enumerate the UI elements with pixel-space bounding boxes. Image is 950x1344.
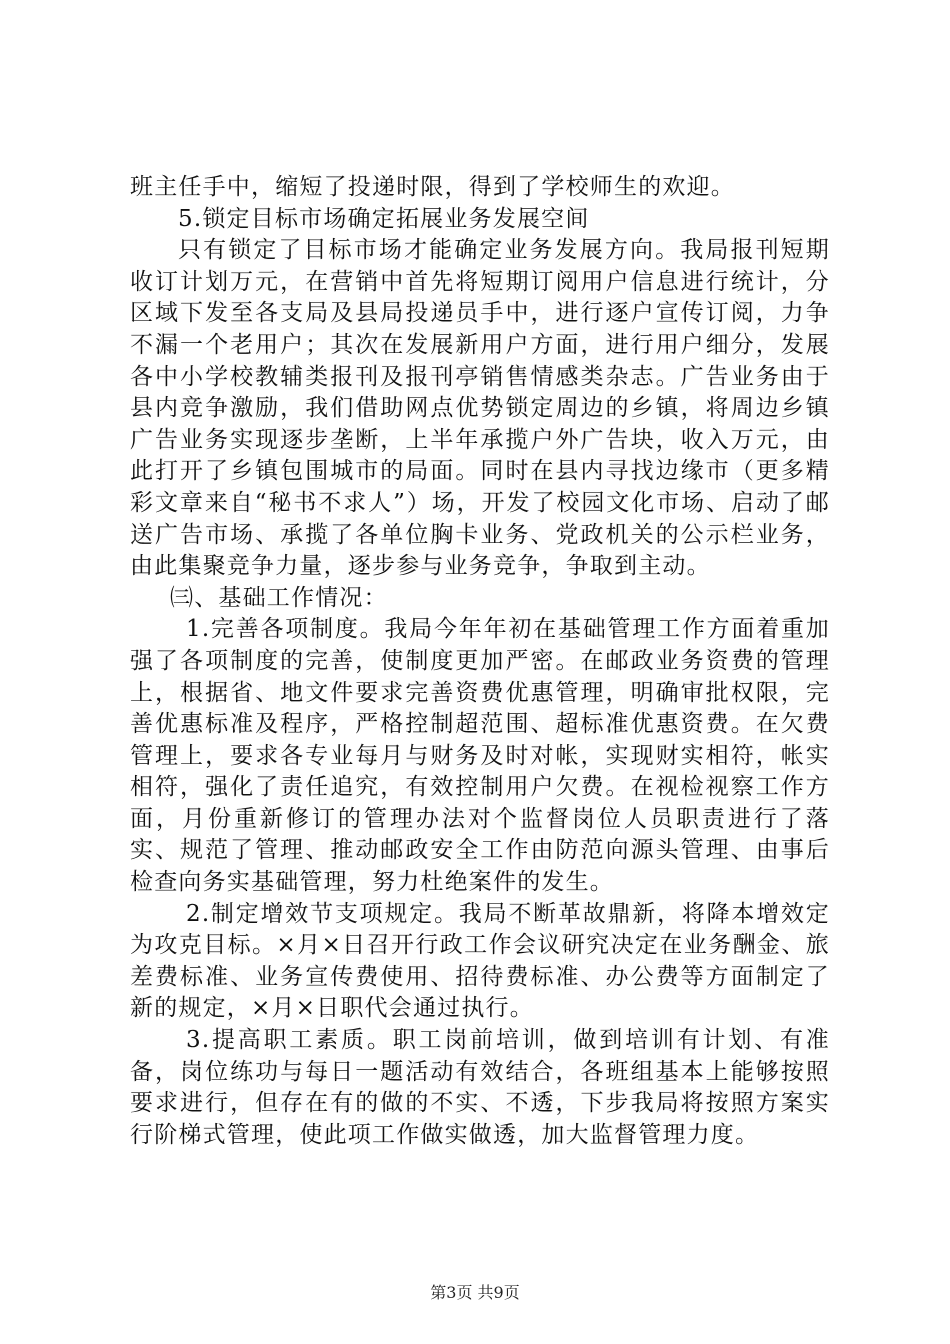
paragraph-cost-saving: 2.制定增效节支项规定。我局不断革故鼎新，将降本增效定为攻克目标。×月×日召开行政工作会议研究决定在业务酬金、旅差费标准、业务宣传费使用、招待费标准、办公费等方面制定了新的规定，×月×日职代会通过执行。 [130,900,830,1022]
heading-basic-work: ㈢、基础工作情况： [170,584,388,611]
paragraph-target-market: 只有锁定了目标市场才能确定业务发展方向。我局报刊短期收订计划万元，在营销中首先将短期订阅用户信息进行统计，分区域下发至各支局及县局投递员手中，进行逐户宣传订阅，力争不漏一个老用户；其次在发展新用户方面，进行用户细分，发展各中小学校教辅类报刊及报刊亭销售情感类杂志。广告业务由于县内竞争激励，我们借助网点优势锁定周边的乡镇，将周边乡镇广告业务实现逐步垄断，上半年承揽户外广告块，收入万元，由此打开了乡镇包围城市的局面。同时在县内寻找边缘市（更多精彩文章来自“秘书不求人”）场，开发了校园文化市场、启动了邮送广告市场、承揽了各单位胸卡业务、党政机关的公示栏业务，由此集聚竞争力量，逐步参与业务竞争，争取到主动。 [130,237,830,580]
paragraph-rules: 1.完善各项制度。我局今年年初在基础管理工作方面着重加强了各项制度的完善，使制度更加严密。在邮政业务资费的管理上，根据省、地文件要求完善资费优惠管理，明确审批权限，完善优惠标准及程序，严格控制超范围、超标准优惠资费。在欠费管理上，要求各专业每月与财务及时对帐，实现财实相符，帐实相符，强化了责任追究，有效控制用户欠费。在视检视察工作方面，月份重新修订的管理办法对个监督岗位人员职责进行了落实、规范了管理、推动邮政安全工作由防范向源头管理、由事后检查向务实基础管理，努力杜绝案件的发生。 [130,616,830,896]
heading-target-market: 5.锁定目标市场确定拓展业务发展空间 [178,205,590,232]
page-number-footer: 第3页 共9页 [430,1283,520,1302]
document-body [130,172,830,1151]
paragraph-staff-quality: 3.提高职工素质。职工岗前培训，做到培训有计划、有准备，岗位练功与每日一题活动有效结合，各班组基本上能够按照要求进行，但存在有的做的不实、不透，下步我局将按照方案实行阶梯式管理，使此项工作做实做透，加大监督管理力度。 [130,1027,830,1148]
paragraph-continuation: 班主任手中，缩短了投递时限，得到了学校师生的欢迎。 [130,174,735,200]
